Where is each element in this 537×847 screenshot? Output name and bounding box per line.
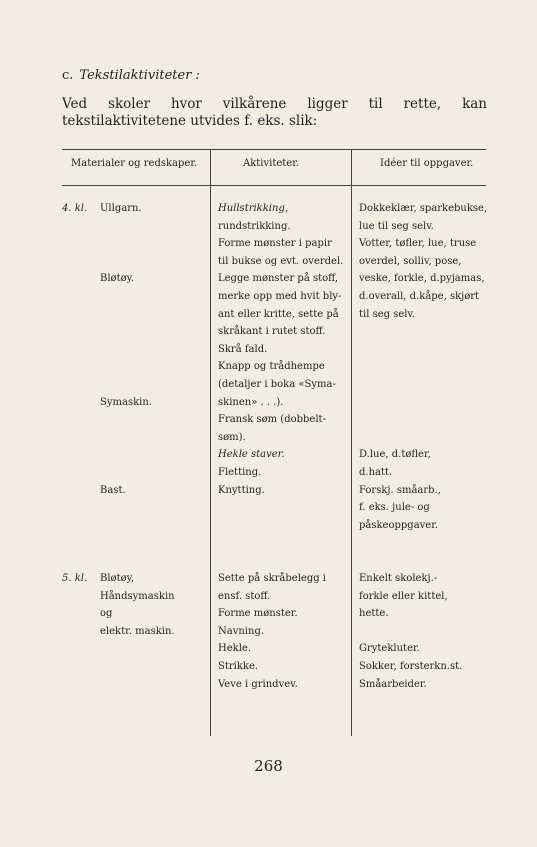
idea-line: f. eks. jule- og <box>359 502 430 514</box>
intro-paragraph: Ved skoler hvor vilkårene ligger til rette, kan tekstilaktivitetene utvides f. eks. slik: <box>62 96 487 129</box>
idea-line <box>359 341 487 359</box>
material-line: elektr. maskin. <box>100 625 175 637</box>
activity-line: Fletting. <box>218 466 262 478</box>
material-line: Symaskin. <box>100 396 152 408</box>
material-line <box>100 429 152 447</box>
activity-line: Veve i grindvev. <box>218 678 298 690</box>
activity-line: Forme mønster. <box>218 608 298 620</box>
activities-column <box>218 200 343 499</box>
activity-line: Fransk søm (dobbelt- <box>218 414 326 426</box>
material-line <box>100 306 152 324</box>
material-line <box>100 288 152 306</box>
idea-line: hette. <box>359 608 389 620</box>
activity-line: til bukse og evt. overdel. <box>218 255 344 267</box>
activity-line: Knytting. <box>218 484 265 496</box>
activity-line: Navning. <box>218 625 265 637</box>
idea-line <box>359 323 487 341</box>
idea-line: d.overall, d.kåpe, skjørt <box>359 290 480 302</box>
materials-column <box>100 200 152 499</box>
material-line: Bast. <box>100 484 126 496</box>
idea-line: Dokkeklær, sparkebukse, <box>359 203 488 214</box>
table-top-rule <box>62 149 486 150</box>
activity-line: Knapp og trådhempe <box>218 361 325 373</box>
activity-line: Forme mønster i papir <box>218 238 332 250</box>
material-line <box>100 464 152 482</box>
idea-line: påskeoppgaver. <box>359 519 439 531</box>
idea-line: Småarbeider. <box>359 678 427 690</box>
header-activities: Aktiviteter. <box>243 158 300 169</box>
idea-line: veske, forkle, d.pyjamas, <box>359 273 485 285</box>
material-line <box>100 358 152 376</box>
table-header-rule <box>62 185 486 186</box>
activities-column <box>218 570 326 693</box>
material-line: Håndsymaskin <box>100 590 175 602</box>
column-divider-1 <box>210 150 211 736</box>
grade-label: 4. kl. <box>62 203 88 214</box>
ideas-column <box>359 200 487 534</box>
activity-line: ant eller kritte, sette på <box>218 308 339 320</box>
activity-line: rundstrikking. <box>218 220 291 232</box>
grade-label: 5. kl. <box>62 573 88 584</box>
idea-line: d.hatt. <box>359 466 393 478</box>
idea-line: lue til seg selv. <box>359 220 434 232</box>
section-title: Tekstilaktiviteter : <box>79 68 200 83</box>
material-line <box>100 341 152 359</box>
idea-line: Grytekluter. <box>359 643 420 655</box>
activity-line: skinen» . . .). <box>218 396 284 408</box>
activity-line: Hekle. <box>218 643 251 655</box>
material-line <box>100 235 152 253</box>
material-line <box>100 218 152 236</box>
materials-column <box>100 570 175 640</box>
ideas-column <box>359 570 462 693</box>
activity-line: merke opp med hvit bly- <box>218 290 342 302</box>
material-line <box>100 411 152 429</box>
idea-line <box>359 429 487 447</box>
idea-line <box>359 376 487 394</box>
idea-line: til seg selv. <box>359 308 416 320</box>
idea-line: forkle eller kittel, <box>359 590 448 602</box>
material-line: Bløtøy, <box>100 573 135 584</box>
idea-line <box>359 411 487 429</box>
material-line <box>100 323 152 341</box>
material-line <box>100 446 152 464</box>
material-line: og <box>100 608 113 620</box>
idea-line <box>359 394 487 412</box>
section-label: c. <box>62 68 74 83</box>
column-divider-2 <box>351 150 352 736</box>
idea-line: D.lue, d.tøfler, <box>359 449 431 461</box>
material-line: Bløtøy. <box>100 273 135 285</box>
idea-line: Sokker, forsterkn.st. <box>359 660 463 672</box>
idea-line <box>359 358 487 376</box>
activity-line: Skrå fald. <box>218 343 268 355</box>
activity-line: Hekle staver. <box>218 449 285 461</box>
material-line <box>100 376 152 394</box>
activity-line: ensf. stoff. <box>218 590 271 602</box>
idea-line: Votter, tøfler, lue, truse <box>359 238 477 250</box>
idea-line: Enkelt skolekj.- <box>359 573 438 584</box>
activity-line: (detaljer i boka «Syma- <box>218 378 336 390</box>
activity-line: søm). <box>218 431 246 443</box>
activity-line: Strikke. <box>218 660 259 672</box>
activity-line: Sette på skråbelegg i <box>218 573 326 584</box>
idea-line: Forskj. småarb., <box>359 484 441 496</box>
header-materials: Materialer og redskaper. <box>71 158 198 169</box>
material-line: Ullgarn. <box>100 203 142 214</box>
header-ideas: Idéer til oppgaver. <box>380 158 474 169</box>
activity-line: Legge mønster på stoff, <box>218 273 339 285</box>
activity-line: skråkant i rutet stoff. <box>218 326 326 338</box>
material-line <box>100 253 152 271</box>
idea-line: overdel, solliv, pose, <box>359 255 462 267</box>
section-heading <box>62 68 200 83</box>
activity-line: Hullstrikking, <box>218 203 289 214</box>
page-number: 268 <box>254 757 283 775</box>
idea-line <box>359 623 462 641</box>
